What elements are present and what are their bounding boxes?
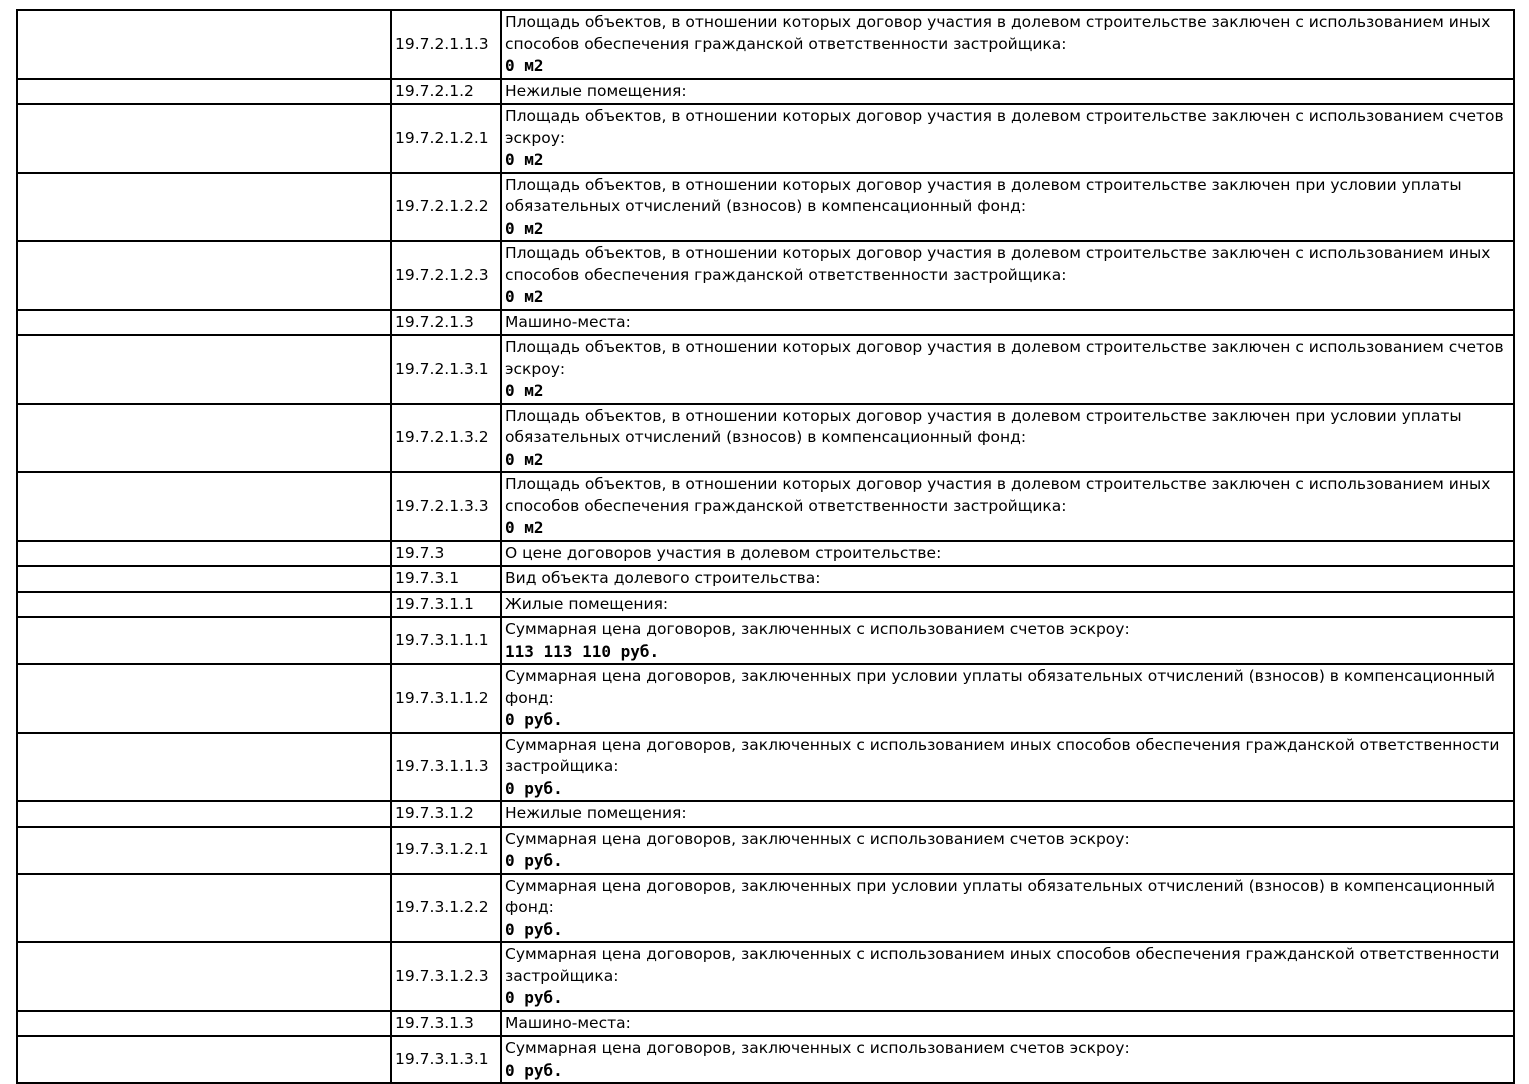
row-value: 0 руб. [505,919,563,939]
row-value: 0 м2 [505,449,544,469]
row-empty-cell [17,801,391,827]
row-label: Машино-места: [505,1013,631,1032]
row-code: 19.7.3.1.2.3 [391,942,501,1011]
row-empty-cell [17,79,391,105]
row-code: 19.7.3.1.1.2 [391,664,501,733]
row-code: 19.7.2.1.3 [391,310,501,336]
row-empty-cell [17,617,391,664]
row-description [501,1011,1514,1037]
row-empty-cell [17,1011,391,1037]
row-empty-cell [17,472,391,541]
row-label: Площадь объектов, в отношении которых договор участия в долевом строительстве заключен с использованием иных способов обеспечения гражданской ответственности застройщика: [505,475,1491,515]
row-description [501,1036,1514,1083]
row-label: Площадь объектов, в отношении которых договор участия в долевом строительстве заключен с использованием иных способов обеспечения гражданской ответственности застройщика: [505,13,1491,53]
row-value: 0 руб. [505,851,563,870]
table-row [17,827,1514,874]
row-empty-cell [17,404,391,473]
row-description [501,173,1514,242]
row-label: Суммарная цена договоров, заключенных с использованием иных способов обеспечения гражданской ответственности застройщика: [505,945,1500,985]
row-label: О цене договоров участия в долевом строительстве: [505,543,942,562]
row-empty-cell [17,241,391,310]
table-row [17,942,1514,1011]
table-row [17,173,1514,242]
row-label: Нежилые помещения: [505,804,687,822]
row-description [501,310,1514,336]
row-empty-cell [17,335,391,404]
row-label: Суммарная цена договоров, заключенных при условии уплаты обязательных отчислений (взносов) в компенсационный фонд: [505,667,1495,707]
table-body [17,10,1514,1083]
row-empty-cell [17,1036,391,1083]
row-label: Суммарная цена договоров, заключенных с использованием счетов эскроу: [505,1039,1130,1057]
row-code: 19.7.3 [391,541,501,567]
row-description [501,733,1514,802]
table-row [17,733,1514,802]
row-code: 19.7.2.1.1.3 [391,10,501,79]
row-label: Суммарная цена договоров, заключенных с использованием счетов эскроу: [505,620,1130,638]
row-code: 19.7.2.1.2.3 [391,241,501,310]
row-description [501,566,1514,592]
row-value: 0 м2 [505,218,544,238]
row-empty-cell [17,310,391,336]
table-row [17,1036,1514,1083]
row-label: Нежилые помещения: [505,81,687,100]
row-value: 0 м2 [505,56,544,75]
table-row [17,310,1514,336]
row-description [501,79,1514,105]
row-value: 0 м2 [505,518,544,537]
table-row [17,472,1514,541]
table-row [17,404,1514,473]
row-value: 0 руб. [505,988,563,1007]
row-description [501,801,1514,827]
row-empty-cell [17,827,391,874]
row-label: Площадь объектов, в отношении которых договор участия в долевом строительстве заключен с использованием счетов эскроу: [505,338,1504,378]
row-code: 19.7.3.1.2.2 [391,874,501,943]
row-label: Площадь объектов, в отношении которых договор участия в долевом строительстве заключен при условии уплаты обязательных отчислений (взносов) в компенсационный фонд: [505,406,1462,446]
row-description [501,404,1514,473]
row-code: 19.7.2.1.2 [391,79,501,105]
row-label: Площадь объектов, в отношении которых договор участия в долевом строительстве заключен при условии уплаты обязательных отчислений (взносов) в компенсационный фонд: [505,175,1462,215]
row-label: Суммарная цена договоров, заключенных с использованием иных способов обеспечения гражданской ответственности застройщика: [505,735,1500,775]
row-empty-cell [17,942,391,1011]
row-code: 19.7.3.1.1 [391,592,501,618]
row-code: 19.7.3.1 [391,566,501,592]
row-label: Жилые помещения: [505,594,669,613]
row-empty-cell [17,664,391,733]
table-row [17,104,1514,173]
row-value: 0 м2 [505,150,544,169]
table-row [17,541,1514,567]
row-value: 0 руб. [505,710,563,729]
table-row [17,1011,1514,1037]
row-description [501,541,1514,567]
row-value: 0 руб. [505,778,563,798]
row-description [501,472,1514,541]
row-label: Суммарная цена договоров, заключенных при условии уплаты обязательных отчислений (взносов) в компенсационный фонд: [505,876,1495,916]
row-code: 19.7.3.1.3 [391,1011,501,1037]
row-code: 19.7.3.1.1.3 [391,733,501,802]
row-empty-cell [17,733,391,802]
row-description [501,617,1514,664]
row-description [501,827,1514,874]
row-label: Машино-места: [505,312,631,331]
row-description [501,592,1514,618]
row-code: 19.7.2.1.2.2 [391,173,501,242]
row-value: 0 м2 [505,381,544,400]
row-empty-cell [17,173,391,242]
row-empty-cell [17,874,391,943]
table-row [17,566,1514,592]
row-code: 19.7.2.1.3.1 [391,335,501,404]
table-row [17,664,1514,733]
table-row [17,874,1514,943]
row-description [501,241,1514,310]
row-label: Суммарная цена договоров, заключенных с использованием счетов эскроу: [505,829,1130,848]
row-empty-cell [17,566,391,592]
row-label: Площадь объектов, в отношении которых договор участия в долевом строительстве заключен с использованием счетов эскроу: [505,107,1504,147]
row-description [501,104,1514,173]
row-label: Площадь объектов, в отношении которых договор участия в долевом строительстве заключен с использованием иных способов обеспечения гражданской ответственности застройщика: [505,244,1491,284]
row-empty-cell [17,104,391,173]
table-row [17,617,1514,664]
table-row [17,592,1514,618]
row-description [501,10,1514,79]
row-description [501,874,1514,943]
row-code: 19.7.2.1.3.3 [391,472,501,541]
row-empty-cell [17,541,391,567]
table-row [17,79,1514,105]
row-description [501,335,1514,404]
row-value: 0 руб. [505,1060,563,1080]
row-description [501,664,1514,733]
row-code: 19.7.2.1.2.1 [391,104,501,173]
row-value: 0 м2 [505,287,544,306]
table-row [17,10,1514,79]
table-row [17,335,1514,404]
row-empty-cell [17,10,391,79]
table-row [17,241,1514,310]
row-empty-cell [17,592,391,618]
row-code: 19.7.3.1.1.1 [391,617,501,664]
row-code: 19.7.3.1.3.1 [391,1036,501,1083]
row-label: Вид объекта долевого строительства: [505,569,821,587]
row-description [501,942,1514,1011]
row-code: 19.7.3.1.2.1 [391,827,501,874]
row-code: 19.7.3.1.2 [391,801,501,827]
row-code: 19.7.2.1.3.2 [391,404,501,473]
row-value: 113 113 110 руб. [505,641,660,661]
disclosure-table [16,9,1515,1084]
table-row [17,801,1514,827]
document-page [16,9,1515,1084]
